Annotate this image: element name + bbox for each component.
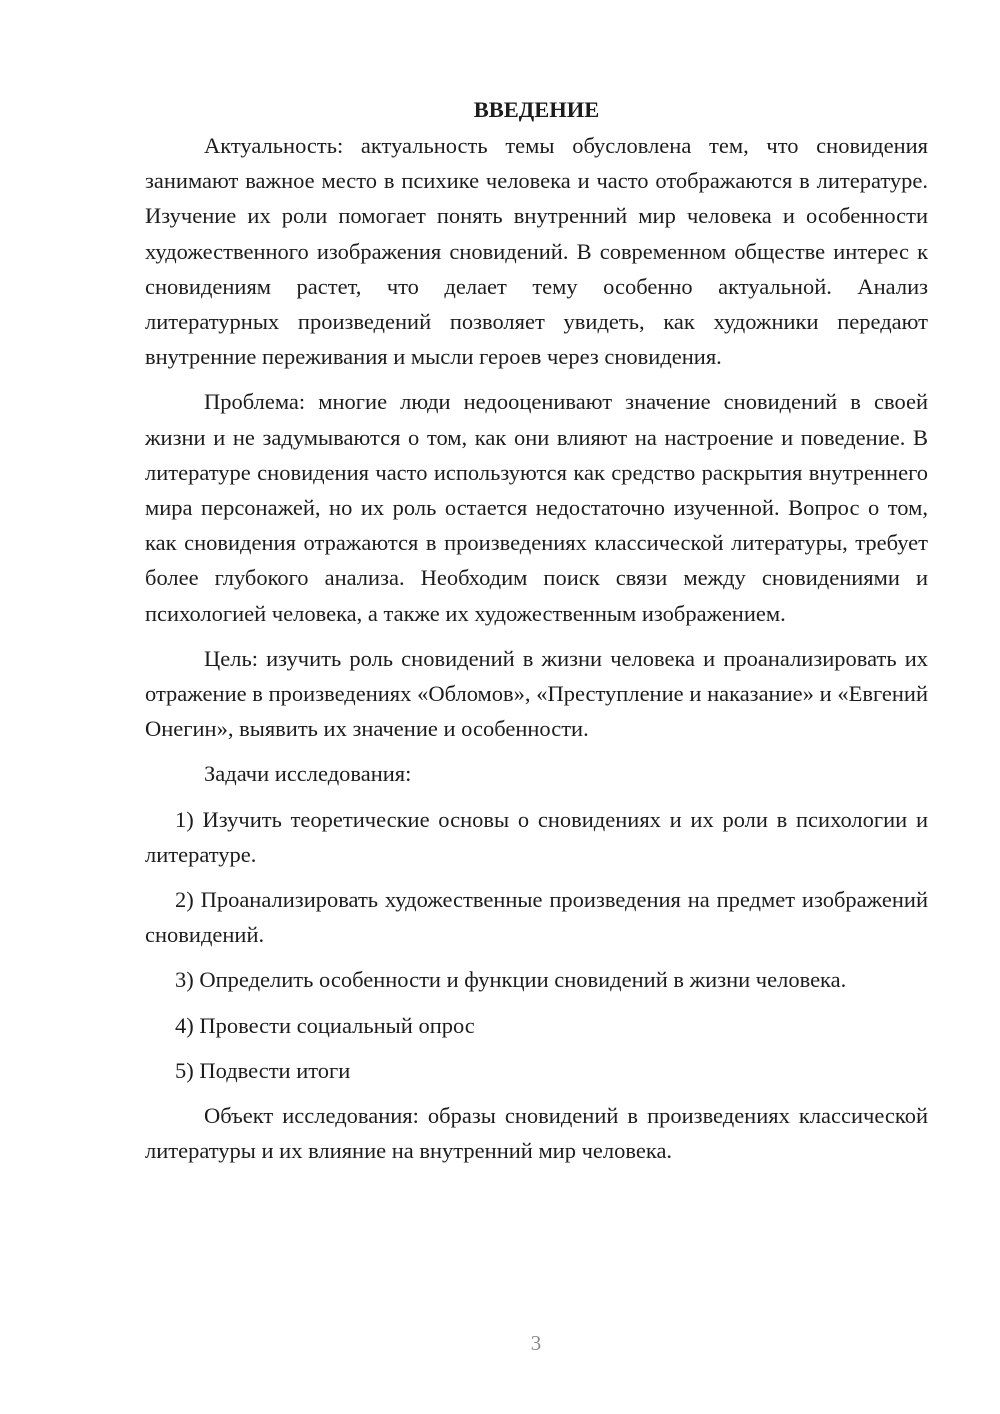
- task-item: 3) Определить особенности и функции сновидений в жизни человека.: [175, 967, 847, 993]
- task-item: 1) Изучить теоретические основы о сновидениях и их роли в психологии и литературе.: [145, 806, 928, 867]
- task-item: 5) Подвести итоги: [175, 1057, 351, 1083]
- goal-paragraph: Цель: изучить роль сновидений в жизни человека и проанализировать их отражение в произведениях «Обломов», «Преступление и наказание» и «Евгений Онегин», выявить их значение и особенности.: [145, 645, 928, 742]
- page-content: [145, 92, 928, 1178]
- tasks-heading: Задачи исследования:: [204, 761, 412, 787]
- relevance-paragraph: Актуальность: актуальность темы обусловлена тем, что сновидения занимают важное место в психике человека и часто отображаются в литературе. Изучение их роли помогает понять внутренний мир человека и особенности художественного изображения сновидений. В современном обществе интерес к сновидениям растет, что делает тему особенно актуальной. Анализ литературных произведений позволяет увидеть, как художники передают внутренние переживания и мысли героев через сновидения.: [145, 133, 928, 370]
- page-number: 3: [530, 1331, 542, 1355]
- object-paragraph: Объект исследования: образы сновидений в произведениях классической литературы и их влияние на внутренний мир человека.: [145, 1103, 928, 1164]
- problem-paragraph: Проблема: многие люди недооценивают значение сновидений в своей жизни и не задумываются о том, как они влияют на настроение и поведение. В литературе сновидения часто используются как средство раскрытия внутреннего мира персонажей, но их роль остается недостаточно изученной. Вопрос о том, как сновидения отражаются в произведениях классической литературы, требует более глубокого анализа. Необходим поиск связи между сновидениями и психологией человека, а также их художественным изображением.: [145, 389, 928, 626]
- task-item: 2) Проанализировать художественные произведения на предмет изображений сновидений.: [145, 887, 928, 948]
- task-item: 4) Провести социальный опрос: [175, 1012, 475, 1038]
- section-title: ВВЕДЕНИЕ: [473, 97, 600, 122]
